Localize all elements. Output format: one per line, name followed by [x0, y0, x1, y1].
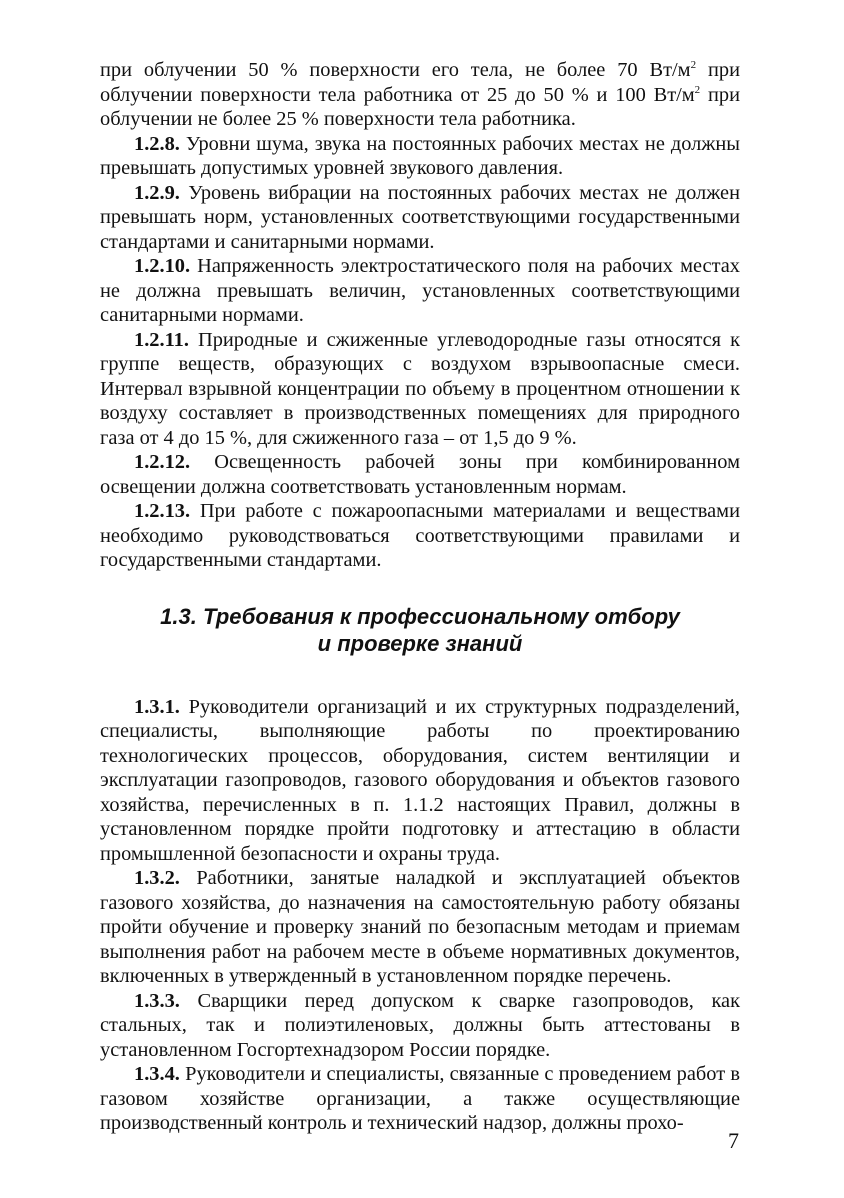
paragraph-text: При работе с пожароопасными материалами и веществами необходимо руководствоваться соответствующими правилами и государственными стандартами.	[100, 500, 740, 571]
clause-number: 1.3.1.	[134, 695, 180, 718]
paragraph-1-2-9	[100, 181, 740, 255]
paragraph-text: Уровни шума, звука на постоянных рабочих местах не должны превышать допустимых уровней звукового давления.	[100, 132, 740, 179]
paragraph-text: Природные и сжиженные углеводородные газы относятся к группе веществ, образующих с воздухом взрывоопасные смеси. Интервал взрывной концентрации по объему в процентном отношении к воздуху составляет в производственных помещениях для природного газа от 4 до 15 %, для сжиженного газа – от 1,5 до 9 %.	[100, 328, 740, 449]
clause-number: 1.3.4.	[134, 1063, 180, 1085]
paragraph-1-3-3	[100, 989, 740, 1063]
paragraph-1-3-4	[100, 1062, 740, 1136]
section-heading-line-1: 1.3. Требования к профессиональному отбору	[160, 603, 680, 629]
paragraph-text: при облучении поверхности тела работника от 25 до 50 % и 100 Вт/м	[100, 59, 740, 106]
paragraph-irradiation-continuation	[100, 58, 740, 132]
superscript: 2	[690, 59, 697, 72]
paragraph-text: Сварщики перед допуском к сварке газопроводов, как стальных, так и полиэтиленовых, должны быть аттестованы в установленном Госгортехнадзором России порядке.	[100, 989, 740, 1061]
clause-number: 1.3.3.	[134, 989, 180, 1012]
section-heading	[100, 603, 740, 657]
paragraph-1-3-2	[100, 866, 740, 989]
clause-number: 1.3.2.	[134, 867, 180, 889]
paragraph-text: Работники, занятые наладкой и эксплуатацией объектов газового хозяйства, до назначения на самостоятельную работу обязаны пройти обучение и проверку знаний по безопасным методам и приемам выполнения работ на рабочем месте в объеме нормативных документов, включенных в утвержденный в установленном порядке перечень.	[100, 867, 740, 987]
page-number: 7	[728, 1128, 739, 1153]
section-heading-line-2: и проверке знаний	[317, 630, 523, 656]
paragraph-1-3-1	[100, 695, 740, 867]
paragraph-1-2-12	[100, 450, 740, 499]
clause-number: 1.2.8.	[134, 132, 180, 155]
paragraph-1-2-13	[100, 499, 740, 573]
paragraph-text: Уровень вибрации на постоянных рабочих местах не должен превышать норм, установленных соответствующими государственными стандартами и санитарными нормами.	[100, 181, 740, 253]
paragraph-1-2-10	[100, 254, 740, 328]
superscript: 2	[694, 83, 701, 96]
paragraph-text: Освещенность рабочей зоны при комбинированном освещении должна соответствовать установленным нормам.	[100, 451, 740, 498]
clause-number: 1.2.9.	[134, 181, 180, 204]
clause-number: 1.2.12.	[134, 451, 191, 473]
clause-number: 1.2.10.	[134, 255, 191, 277]
paragraph-text: Руководители и специалисты, связанные с проведением работ в газовом хозяйстве организации, а также осуществляющие производственный контроль и технический надзор, должны прохо-	[100, 1063, 740, 1134]
clause-number: 1.2.11.	[134, 328, 189, 351]
paragraph-text: Руководители организаций и их структурных подразделений, специалисты, выполняющие работы по проектированию технологических процессов, оборудования, систем вентиляции и эксплуатации газопроводов, газового оборудования и объектов газового хозяйства, перечисленных в п. 1.1.2 настоящих Правил, должны в установленном порядке пройти подготовку и аттестацию в области промышленной безопасности и охраны труда.	[100, 695, 740, 865]
paragraph-text: Напряженность электростатического поля на рабочих местах не должна превышать величин, установленных соответствующими санитарными нормами.	[100, 255, 740, 326]
document-page	[100, 58, 740, 1136]
clause-number: 1.2.13.	[134, 500, 191, 522]
paragraph-text: при облучении 50 % поверхности его тела, не более 70 Вт/м	[100, 59, 691, 81]
paragraph-1-2-8	[100, 132, 740, 181]
paragraph-1-2-11	[100, 328, 740, 451]
paragraph-text: при облучении не более 25 % поверхности тела работника.	[100, 83, 740, 130]
